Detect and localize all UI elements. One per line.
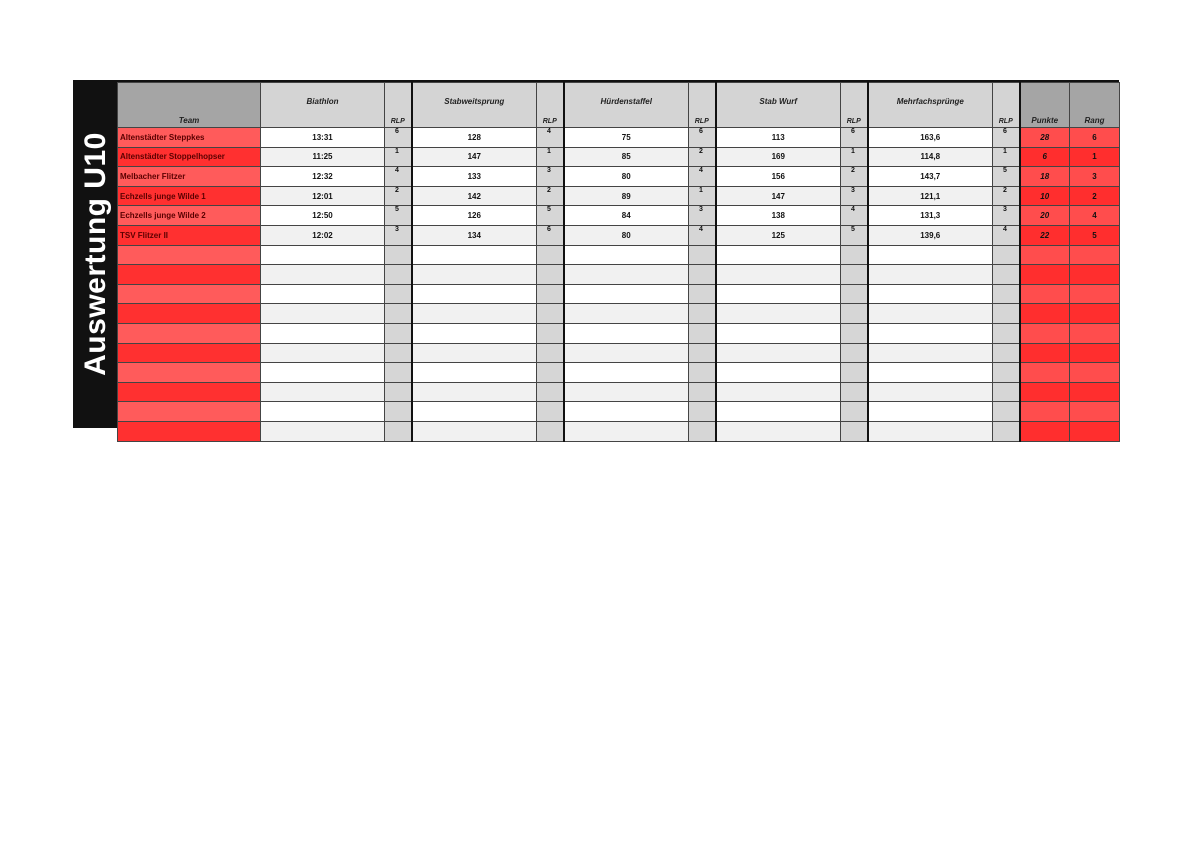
mehrfachspruenge-cell: 139,6 [868,225,993,245]
table-row [118,304,1120,324]
stabweitsprung-cell [412,265,537,285]
huerdenstaffel-cell [564,304,689,324]
punkte-cell: 10 [1020,186,1070,206]
huerdenstaffel-cell [564,363,689,383]
rlp-cell: 4 [689,167,716,187]
mehrfachspruenge-cell [868,363,993,383]
table-row [118,225,1120,245]
header-huerdenstaffel: Hürdenstaffel [564,83,689,128]
biathlon-cell: 12:02 [261,225,385,245]
mehrfachspruenge-cell: 114,8 [868,147,993,167]
rlp-cell [689,402,716,422]
rlp-cell: 4 [993,225,1020,245]
rlp-cell: 4 [689,225,716,245]
rang-cell [1070,284,1120,304]
team-cell: TSV Flitzer II [118,225,261,245]
biathlon-cell [261,304,385,324]
rlp-cell [689,304,716,324]
rang-cell [1070,265,1120,285]
rlp-cell [993,363,1020,383]
punkte-cell: 20 [1020,206,1070,226]
rlp-cell [841,363,868,383]
team-cell: Echzells junge Wilde 1 [118,186,261,206]
rlp-cell [385,402,412,422]
stabwurf-cell [716,402,841,422]
rlp-cell [385,421,412,441]
team-cell: Echzells junge Wilde 2 [118,206,261,226]
rang-cell [1070,343,1120,363]
rlp-cell [993,402,1020,422]
header-rlp: RLP [841,83,868,128]
rlp-cell [841,265,868,285]
rlp-cell [385,304,412,324]
rlp-cell [385,323,412,343]
table-row [118,363,1120,383]
rlp-cell [689,421,716,441]
punkte-cell [1020,382,1070,402]
rlp-cell: 6 [993,128,1020,148]
biathlon-cell [261,402,385,422]
rlp-cell: 1 [993,147,1020,167]
rlp-cell [537,304,564,324]
team-cell: Altenstädter Stoppelhopser [118,147,261,167]
biathlon-cell: 12:50 [261,206,385,226]
rlp-cell: 1 [689,186,716,206]
biathlon-cell: 12:32 [261,167,385,187]
huerdenstaffel-cell [564,421,689,441]
biathlon-cell [261,382,385,402]
stabwurf-cell: 113 [716,128,841,148]
biathlon-cell: 13:31 [261,128,385,148]
huerdenstaffel-cell: 85 [564,147,689,167]
table-row [118,186,1120,206]
rlp-cell [537,323,564,343]
huerdenstaffel-cell: 84 [564,206,689,226]
mehrfachspruenge-cell [868,421,993,441]
table-body [118,128,1120,442]
table-row [118,421,1120,441]
rlp-cell [537,284,564,304]
rlp-cell [537,421,564,441]
punkte-cell: 18 [1020,167,1070,187]
stabwurf-cell [716,265,841,285]
rang-cell [1070,382,1120,402]
rlp-cell [841,284,868,304]
stabwurf-cell: 125 [716,225,841,245]
huerdenstaffel-cell: 80 [564,225,689,245]
stabwurf-cell [716,304,841,324]
rlp-cell: 3 [385,225,412,245]
biathlon-cell [261,343,385,363]
team-cell [118,284,261,304]
huerdenstaffel-cell [564,245,689,265]
punkte-cell [1020,421,1070,441]
stabwurf-cell [716,343,841,363]
huerdenstaffel-cell: 75 [564,128,689,148]
rlp-cell: 2 [537,186,564,206]
table-row [118,402,1120,422]
huerdenstaffel-cell [564,343,689,363]
sheet-title-bar [75,82,117,426]
team-cell [118,343,261,363]
punkte-cell [1020,284,1070,304]
rlp-cell [993,421,1020,441]
stabweitsprung-cell [412,363,537,383]
rang-cell [1070,323,1120,343]
rang-cell: 2 [1070,186,1120,206]
team-cell [118,421,261,441]
biathlon-cell: 11:25 [261,147,385,167]
rlp-cell [537,382,564,402]
stabweitsprung-cell [412,304,537,324]
stabweitsprung-cell [412,382,537,402]
rlp-cell: 6 [385,128,412,148]
rlp-cell [841,323,868,343]
mehrfachspruenge-cell [868,284,993,304]
team-cell [118,323,261,343]
sheet-title: Auswertung U10 [79,132,112,376]
biathlon-cell [261,421,385,441]
rlp-cell [689,343,716,363]
rlp-cell [689,245,716,265]
punkte-cell [1020,343,1070,363]
rlp-cell: 3 [993,206,1020,226]
table-row [118,343,1120,363]
biathlon-cell [261,265,385,285]
biathlon-cell [261,245,385,265]
rlp-cell: 6 [689,128,716,148]
stabweitsprung-cell: 133 [412,167,537,187]
stabwurf-cell: 156 [716,167,841,187]
rlp-cell: 6 [537,225,564,245]
stabwurf-cell [716,421,841,441]
header-rlp: RLP [993,83,1020,128]
huerdenstaffel-cell [564,402,689,422]
mehrfachspruenge-cell [868,265,993,285]
huerdenstaffel-cell [564,284,689,304]
rlp-cell [841,421,868,441]
table-row [118,206,1120,226]
header-rlp: RLP [537,83,564,128]
mehrfachspruenge-cell [868,343,993,363]
rang-cell [1070,363,1120,383]
punkte-cell: 6 [1020,147,1070,167]
stabwurf-cell [716,323,841,343]
table-row [118,382,1120,402]
rlp-cell [841,245,868,265]
punkte-cell: 28 [1020,128,1070,148]
stabweitsprung-cell: 147 [412,147,537,167]
rlp-cell: 5 [841,225,868,245]
rlp-cell: 4 [537,128,564,148]
header-stabweitsprung: Stabweitsprung [412,83,537,128]
stabwurf-cell [716,284,841,304]
rlp-cell [993,382,1020,402]
rlp-cell [993,265,1020,285]
punkte-cell [1020,363,1070,383]
rang-cell [1070,245,1120,265]
header-stabwurf: Stab Wurf [716,83,841,128]
rang-cell: 6 [1070,128,1120,148]
mehrfachspruenge-cell: 131,3 [868,206,993,226]
table-row [118,265,1120,285]
rlp-cell [537,245,564,265]
rlp-cell [537,343,564,363]
team-cell [118,363,261,383]
stabweitsprung-cell [412,245,537,265]
rlp-cell: 3 [689,206,716,226]
rlp-cell [841,402,868,422]
rlp-cell [385,343,412,363]
rlp-cell: 2 [993,186,1020,206]
rlp-cell [689,265,716,285]
table-row [118,128,1120,148]
rlp-cell [841,304,868,324]
rlp-cell: 1 [385,147,412,167]
header-biathlon: Biathlon [261,83,385,128]
rlp-cell [993,343,1020,363]
team-cell [118,304,261,324]
rlp-cell: 5 [385,206,412,226]
team-cell [118,245,261,265]
rang-cell: 4 [1070,206,1120,226]
punkte-cell [1020,402,1070,422]
huerdenstaffel-cell [564,382,689,402]
rlp-cell [993,284,1020,304]
stabwurf-cell: 147 [716,186,841,206]
mehrfachspruenge-cell [868,323,993,343]
rlp-cell: 5 [537,206,564,226]
rlp-cell [537,402,564,422]
stabweitsprung-cell [412,343,537,363]
rlp-cell: 2 [385,186,412,206]
header-mehrfachspruenge: Mehrfachsprünge [868,83,993,128]
rlp-cell [689,363,716,383]
rlp-cell [689,284,716,304]
rang-cell: 3 [1070,167,1120,187]
biathlon-cell [261,363,385,383]
header-rang: Rang [1070,83,1120,128]
stabwurf-cell: 169 [716,147,841,167]
stabweitsprung-cell [412,284,537,304]
rlp-cell: 1 [841,147,868,167]
table-row [118,167,1120,187]
stabweitsprung-cell [412,421,537,441]
rlp-cell: 2 [689,147,716,167]
stabweitsprung-cell: 126 [412,206,537,226]
mehrfachspruenge-cell: 121,1 [868,186,993,206]
mehrfachspruenge-cell: 143,7 [868,167,993,187]
rlp-cell [385,284,412,304]
rlp-cell: 4 [385,167,412,187]
punkte-cell [1020,265,1070,285]
rlp-cell: 4 [841,206,868,226]
huerdenstaffel-cell [564,265,689,285]
rlp-cell: 6 [841,128,868,148]
mehrfachspruenge-cell [868,402,993,422]
huerdenstaffel-cell [564,323,689,343]
stabweitsprung-cell: 134 [412,225,537,245]
punkte-cell [1020,323,1070,343]
team-cell: Altenstädter Steppkes [118,128,261,148]
mehrfachspruenge-cell [868,245,993,265]
rlp-cell [689,323,716,343]
rlp-cell [993,245,1020,265]
punkte-cell: 22 [1020,225,1070,245]
rlp-cell [841,382,868,402]
table-row [118,245,1120,265]
rang-cell: 5 [1070,225,1120,245]
biathlon-cell [261,284,385,304]
header-team: Team [118,83,261,128]
header-punkte: Punkte [1020,83,1070,128]
punkte-cell [1020,245,1070,265]
header-rlp: RLP [385,83,412,128]
stabweitsprung-cell [412,402,537,422]
rlp-cell: 2 [841,167,868,187]
rang-cell [1070,421,1120,441]
rang-cell [1070,402,1120,422]
stabwurf-cell [716,382,841,402]
rlp-cell [385,363,412,383]
rlp-cell: 1 [537,147,564,167]
rlp-cell [689,382,716,402]
huerdenstaffel-cell: 80 [564,167,689,187]
rlp-cell [993,304,1020,324]
stabweitsprung-cell [412,323,537,343]
header-row [118,83,1120,128]
rlp-cell [385,265,412,285]
stabwurf-cell: 138 [716,206,841,226]
results-sheet [73,80,1119,428]
biathlon-cell: 12:01 [261,186,385,206]
rang-cell [1070,304,1120,324]
rlp-cell [841,343,868,363]
table-row [118,323,1120,343]
rlp-cell [385,382,412,402]
stabwurf-cell [716,363,841,383]
team-cell: Melbacher Flitzer [118,167,261,187]
table-row [118,147,1120,167]
mehrfachspruenge-cell [868,304,993,324]
header-rlp: RLP [689,83,716,128]
stabweitsprung-cell: 128 [412,128,537,148]
rlp-cell [537,265,564,285]
biathlon-cell [261,323,385,343]
punkte-cell [1020,304,1070,324]
rlp-cell: 3 [537,167,564,187]
rlp-cell: 3 [841,186,868,206]
huerdenstaffel-cell: 89 [564,186,689,206]
rlp-cell [993,323,1020,343]
table-row [118,284,1120,304]
stabweitsprung-cell: 142 [412,186,537,206]
stabwurf-cell [716,245,841,265]
team-cell [118,382,261,402]
rlp-cell [537,363,564,383]
team-cell [118,402,261,422]
team-cell [118,265,261,285]
rlp-cell: 5 [993,167,1020,187]
rang-cell: 1 [1070,147,1120,167]
results-table [117,82,1120,442]
rlp-cell [385,245,412,265]
mehrfachspruenge-cell: 163,6 [868,128,993,148]
mehrfachspruenge-cell [868,382,993,402]
